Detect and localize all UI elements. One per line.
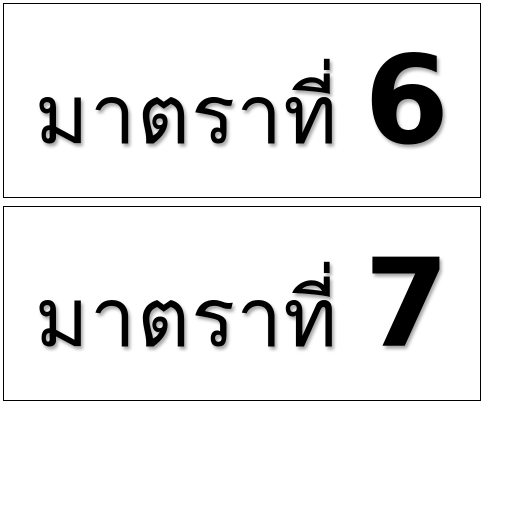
section-7-word: มาตราที่: [34, 270, 339, 366]
section-6-card: [3, 3, 481, 198]
section-6-heading: [34, 29, 450, 172]
section-6-number: 6: [364, 29, 450, 172]
section-7-card: [3, 206, 481, 401]
section-6-word: มาตราที่: [34, 67, 339, 163]
section-7-number: 7: [364, 232, 450, 375]
section-7-heading: [34, 232, 450, 375]
